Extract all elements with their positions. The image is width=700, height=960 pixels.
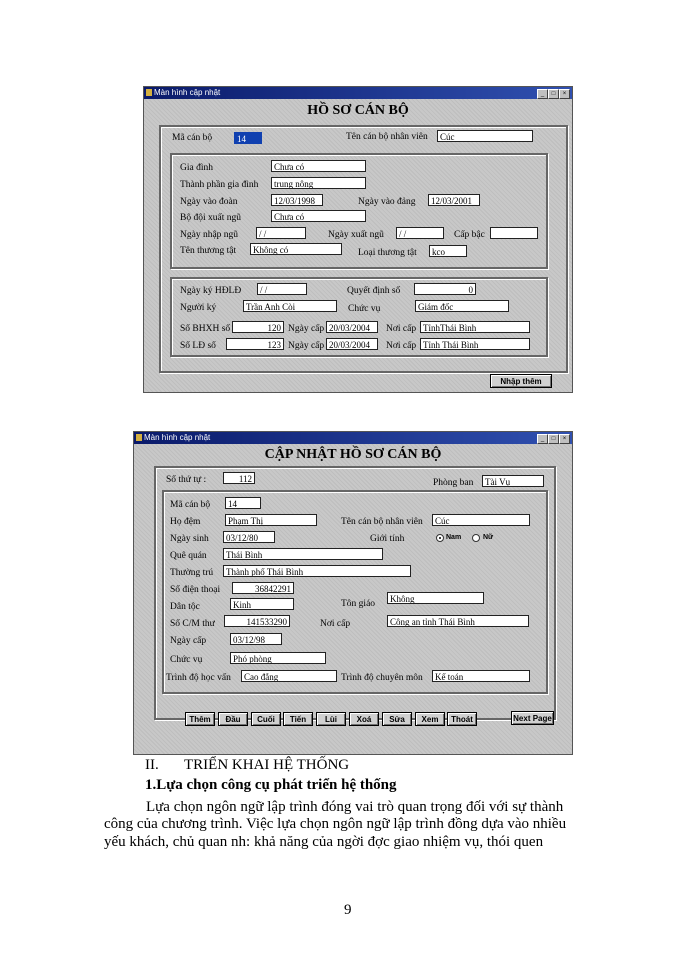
ngay-cap-input[interactable]: 20/03/2004 xyxy=(326,338,378,350)
dan-toc-label: Dân tộc xyxy=(170,602,200,612)
thuong-tru-label: Thường trú xyxy=(170,568,214,578)
chuc-vu-label: Chức vụ xyxy=(170,655,203,665)
xem-button[interactable]: Xem xyxy=(415,712,445,726)
so-dien-thoai-input[interactable]: 36842291 xyxy=(232,582,294,594)
so-thu-tu-input[interactable]: 112 xyxy=(223,472,255,484)
so-cm-input[interactable]: 141533290 xyxy=(224,615,290,627)
ngay-cap-input[interactable]: 03/12/98 xyxy=(230,633,282,645)
gender-nu-radio[interactable] xyxy=(472,534,480,542)
ngay-cap-input[interactable]: 20/03/2004 xyxy=(326,321,378,333)
window-titlebar xyxy=(144,87,572,99)
ngay-ky-input[interactable]: / / xyxy=(257,283,307,295)
thanh-phan-label: Thành phần gia đình xyxy=(180,180,259,190)
trinh-do-hv-label: Trình độ học vấn xyxy=(166,673,231,683)
phong-ban-input[interactable]: Tài Vụ xyxy=(482,475,544,487)
close-icon[interactable]: × xyxy=(559,89,570,99)
noi-cap-input[interactable]: TỉnhThái Bình xyxy=(420,321,530,333)
subsection-title: 1.Lựa chọn công cụ phát triển hệ thống xyxy=(145,777,397,793)
so-bhxh-label: Số BHXH số xyxy=(180,324,231,334)
minimize-icon[interactable]: _ xyxy=(537,434,548,444)
nhap-them-button[interactable]: Nhập thêm xyxy=(490,374,552,388)
nguoi-ky-input[interactable]: Trần Anh Còi xyxy=(243,300,337,312)
tien-button[interactable]: Tiến xyxy=(283,712,313,726)
ngay-cap-label: Ngày cấp xyxy=(170,636,207,646)
nguoi-ky-label: Người ký xyxy=(180,303,217,313)
section-number: II. xyxy=(145,757,159,773)
them-button[interactable]: Thêm xyxy=(185,712,215,726)
thoat-button[interactable]: Thoát xyxy=(447,712,477,726)
trinh-do-cm-label: Trình độ chuyên môn xyxy=(341,673,423,683)
so-dien-thoai-label: Số điện thoại xyxy=(170,585,221,595)
bo-doi-input[interactable]: Chưa có xyxy=(271,210,366,222)
window-title: Màn hình cập nhật xyxy=(144,433,211,442)
ma-can-bo-input[interactable]: 14 xyxy=(225,497,261,509)
so-ld-label: Số LĐ số xyxy=(180,341,216,351)
ton-giao-label: Tôn giáo xyxy=(341,599,376,609)
page-number: 9 xyxy=(344,902,352,918)
dau-button[interactable]: Đầu xyxy=(218,712,248,726)
next-page-button[interactable]: Next Page xyxy=(511,711,554,725)
trinh-do-cm-input[interactable]: Kế toán xyxy=(432,670,530,682)
dan-toc-input[interactable]: Kinh xyxy=(230,598,294,610)
cap-bac-label: Cấp bậc xyxy=(454,230,485,240)
section-title: TRIỂN KHAI HỆ THỐNG xyxy=(184,757,350,773)
minimize-icon[interactable]: _ xyxy=(537,89,548,99)
gioi-tinh-label: Giới tính xyxy=(370,534,405,544)
lui-button[interactable]: Lùi xyxy=(316,712,346,726)
window-cap-nhat-ho-so xyxy=(133,431,573,755)
ma-can-bo-input[interactable]: 14 xyxy=(234,132,262,144)
noi-cap-label: Nơi cấp xyxy=(320,619,351,629)
paragraph-line: Lựa chọn ngôn ngữ lập trình đóng vai trò quan trọng đối với sự thành xyxy=(146,799,564,815)
maximize-icon[interactable]: □ xyxy=(548,434,559,444)
que-quan-label: Quê quán xyxy=(170,551,207,561)
ho-dem-input[interactable]: Phạm Thị xyxy=(225,514,317,526)
bo-doi-label: Bộ đội xuất ngũ xyxy=(180,213,241,223)
phong-ban-label: Phòng ban xyxy=(433,478,474,488)
xoa-button[interactable]: Xoá xyxy=(349,712,379,726)
thuong-tru-input[interactable]: Thành phố Thái Bình xyxy=(223,565,411,577)
thanh-phan-input[interactable]: trung nông xyxy=(271,177,366,189)
ngay-cap-label: Ngày cấp xyxy=(288,341,325,351)
window-titlebar xyxy=(134,432,572,444)
noi-cap-label: Nơi cấp xyxy=(386,341,417,351)
chuc-vu-input[interactable]: Phó phòng xyxy=(230,652,326,664)
chuc-vu-input[interactable]: Giám đốc xyxy=(415,300,509,312)
ngay-xuat-ngu-input[interactable]: / / xyxy=(396,227,444,239)
gia-dinh-input[interactable]: Chưa có xyxy=(271,160,366,172)
ten-label: Tên cán bộ nhân viên xyxy=(346,132,428,142)
ten-thuong-tat-input[interactable]: Không có xyxy=(250,243,342,255)
ten-input[interactable]: Cúc xyxy=(432,514,530,526)
gender-nu-label: Nữ xyxy=(483,534,494,541)
noi-cap-input[interactable]: Công an tỉnh Thái Bình xyxy=(387,615,529,627)
noi-cap-label: Nơi cấp xyxy=(386,324,417,334)
loai-thuong-tat-label: Loại thương tật xyxy=(358,248,417,258)
close-icon[interactable]: × xyxy=(559,434,570,444)
window-ho-so-can-bo xyxy=(143,86,573,393)
ma-can-bo-label: Mã cán bộ xyxy=(172,133,213,143)
loai-thuong-tat-input[interactable]: kco xyxy=(429,245,467,257)
form-title: CẬP NHẬT HỒ SƠ CÁN BỘ xyxy=(264,447,442,462)
ngay-vao-doan-input[interactable]: 12/03/1998 xyxy=(271,194,323,206)
form-title: HỒ SƠ CÁN BỘ xyxy=(307,103,409,118)
app-icon xyxy=(146,89,152,96)
ngay-xuat-ngu-label: Ngày xuất ngũ xyxy=(328,230,384,240)
app-icon xyxy=(136,434,142,441)
ngay-cap-label: Ngày cấp xyxy=(288,324,325,334)
chuc-vu-label: Chức vụ xyxy=(348,304,381,314)
quyet-dinh-label: Quyết định số xyxy=(347,286,401,296)
so-bhxh-input[interactable]: 120 xyxy=(232,321,284,333)
paragraph-line: công của chương trình. Việc lựa chọn ngôn ngữ lập trình đồng dựa vào nhiều xyxy=(104,816,567,832)
ngay-vao-dang-label: Ngày vào đảng xyxy=(358,197,416,207)
ngay-nhap-ngu-input[interactable]: / / xyxy=(256,227,306,239)
so-cm-label: Số C/M thư xyxy=(170,619,215,629)
ton-giao-input[interactable]: Không xyxy=(387,592,484,604)
cuoi-button[interactable]: Cuối xyxy=(251,712,281,726)
ngay-nhap-ngu-label: Ngày nhập ngũ xyxy=(180,230,239,240)
noi-cap-input[interactable]: Tỉnh Thái Bình xyxy=(420,338,530,350)
ho-dem-label: Họ đệm xyxy=(170,517,201,527)
ngay-sinh-label: Ngày sinh xyxy=(170,534,209,544)
trinh-do-hv-input[interactable]: Cao đẳng xyxy=(241,670,337,682)
ngay-sinh-input[interactable]: 03/12/80 xyxy=(223,531,275,543)
ten-thuong-tat-label: Tên thương tật xyxy=(180,246,237,256)
cap-bac-input[interactable] xyxy=(490,227,538,239)
ngay-ky-label: Ngày ký HĐLĐ xyxy=(180,286,242,296)
gender-nam-label: Nam xyxy=(446,534,462,541)
sua-button[interactable]: Sửa xyxy=(382,712,412,726)
so-thu-tu-label: Số thứ tự : xyxy=(166,475,207,485)
que-quan-input[interactable]: Thái Bình xyxy=(223,548,383,560)
ten-input[interactable]: Cúc xyxy=(437,130,533,142)
gender-nam-radio[interactable] xyxy=(436,534,444,542)
ma-can-bo-label: Mã cán bộ xyxy=(170,500,211,510)
ngay-vao-doan-label: Ngày vào đoàn xyxy=(180,197,238,207)
paragraph-line: yếu khách, chủ quan nh: khả năng của ngời đợc giao nhiệm vụ, thói quen xyxy=(104,834,544,850)
ten-label: Tên cán bộ nhân viên xyxy=(341,517,423,527)
so-ld-input[interactable]: 123 xyxy=(226,338,284,350)
quyet-dinh-input[interactable]: 0 xyxy=(414,283,476,295)
ngay-vao-dang-input[interactable]: 12/03/2001 xyxy=(428,194,480,206)
window-title: Màn hình cập nhật xyxy=(154,88,221,97)
maximize-icon[interactable]: □ xyxy=(548,89,559,99)
gia-dinh-label: Gia đình xyxy=(180,163,213,173)
